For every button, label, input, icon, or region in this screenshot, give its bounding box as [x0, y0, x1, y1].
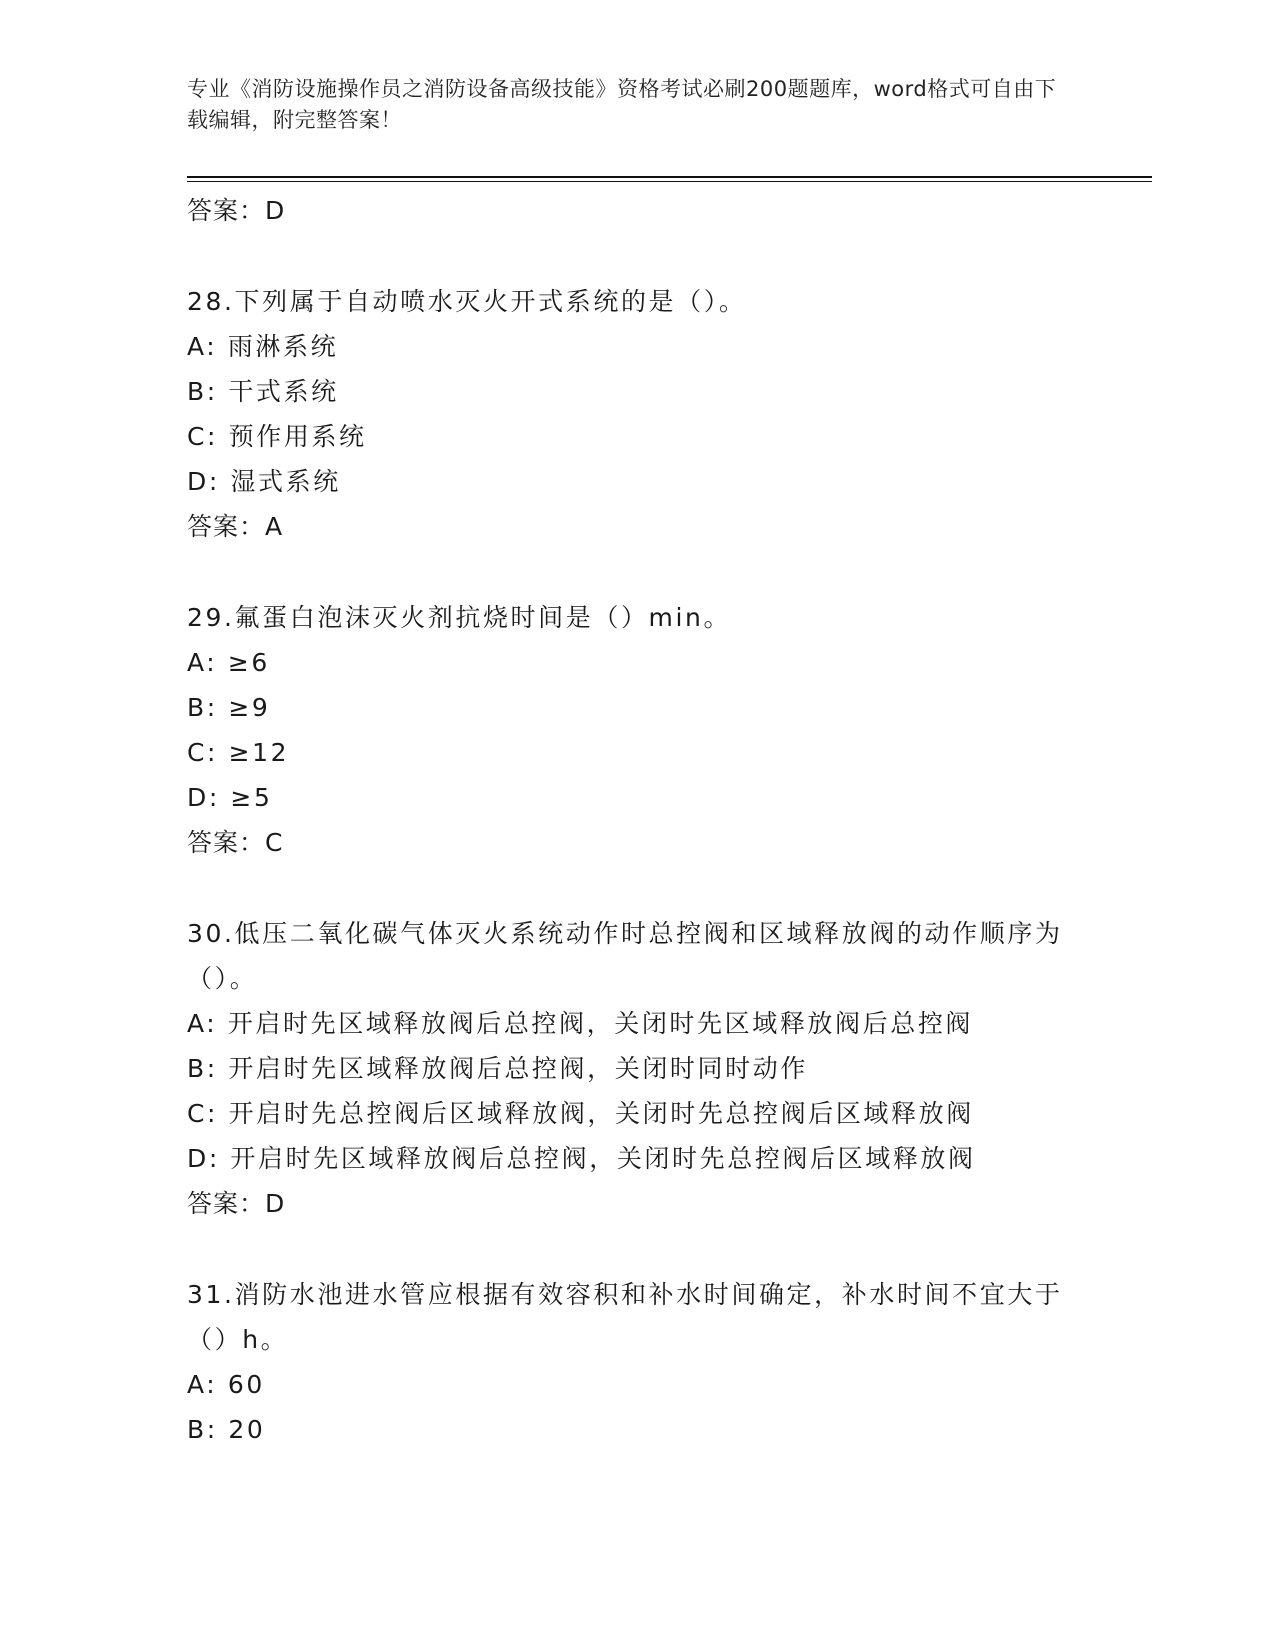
previous-answer: 答案：D	[187, 196, 286, 225]
answer: 答案：D	[187, 1189, 286, 1218]
question-29	[187, 595, 1087, 865]
question-28	[187, 279, 1087, 549]
option-d: D: ≥5	[187, 783, 273, 812]
question-stem: 31.消防水池进水管应根据有效容积和补水时间确定，补水时间不宜大于（）h。	[187, 1280, 1063, 1354]
option-b: B: 干式系统	[187, 377, 339, 406]
option-d: D: 开启时先区域释放阀后总控阀，关闭时先总控阀后区域释放阀	[187, 1144, 976, 1173]
header-rule-thin	[187, 181, 1152, 182]
question-list	[187, 188, 1087, 1452]
option-c: C: 预作用系统	[187, 422, 367, 451]
header-rule-thick	[187, 176, 1152, 178]
option-b: B: ≥9	[187, 693, 271, 722]
option-a: A: 60	[187, 1370, 265, 1399]
question-stem: 28.下列属于自动喷水灭火开式系统的是（）。	[187, 287, 747, 316]
option-a: A: ≥6	[187, 648, 270, 677]
option-a: A: 开启时先区域释放阀后总控阀，关闭时先区域释放阀后总控阀	[187, 1009, 974, 1038]
question-stem: 29.氟蛋白泡沫灭火剂抗烧时间是（）min。	[187, 603, 732, 632]
question-stem: 30.低压二氧化碳气体灭火系统动作时总控阀和区域释放阀的动作顺序为（）。	[187, 919, 1063, 993]
question-30	[187, 911, 1087, 1226]
question-31	[187, 1272, 1087, 1452]
option-b: B: 20	[187, 1415, 266, 1444]
document-header: 专业《消防设施操作员之消防设备高级技能》资格考试必刷200题题库，word格式可自由下载编辑，附完整答案！	[187, 77, 1057, 132]
option-d: D: 湿式系统	[187, 467, 341, 496]
option-a: A: 雨淋系统	[187, 332, 339, 361]
option-c: C: ≥12	[187, 738, 290, 767]
answer: 答案：C	[187, 828, 284, 857]
answer: 答案：A	[187, 512, 284, 541]
option-b: B: 开启时先区域释放阀后总控阀，关闭时同时动作	[187, 1054, 808, 1083]
option-c: C: 开启时先总控阀后区域释放阀，关闭时先总控阀后区域释放阀	[187, 1099, 974, 1128]
